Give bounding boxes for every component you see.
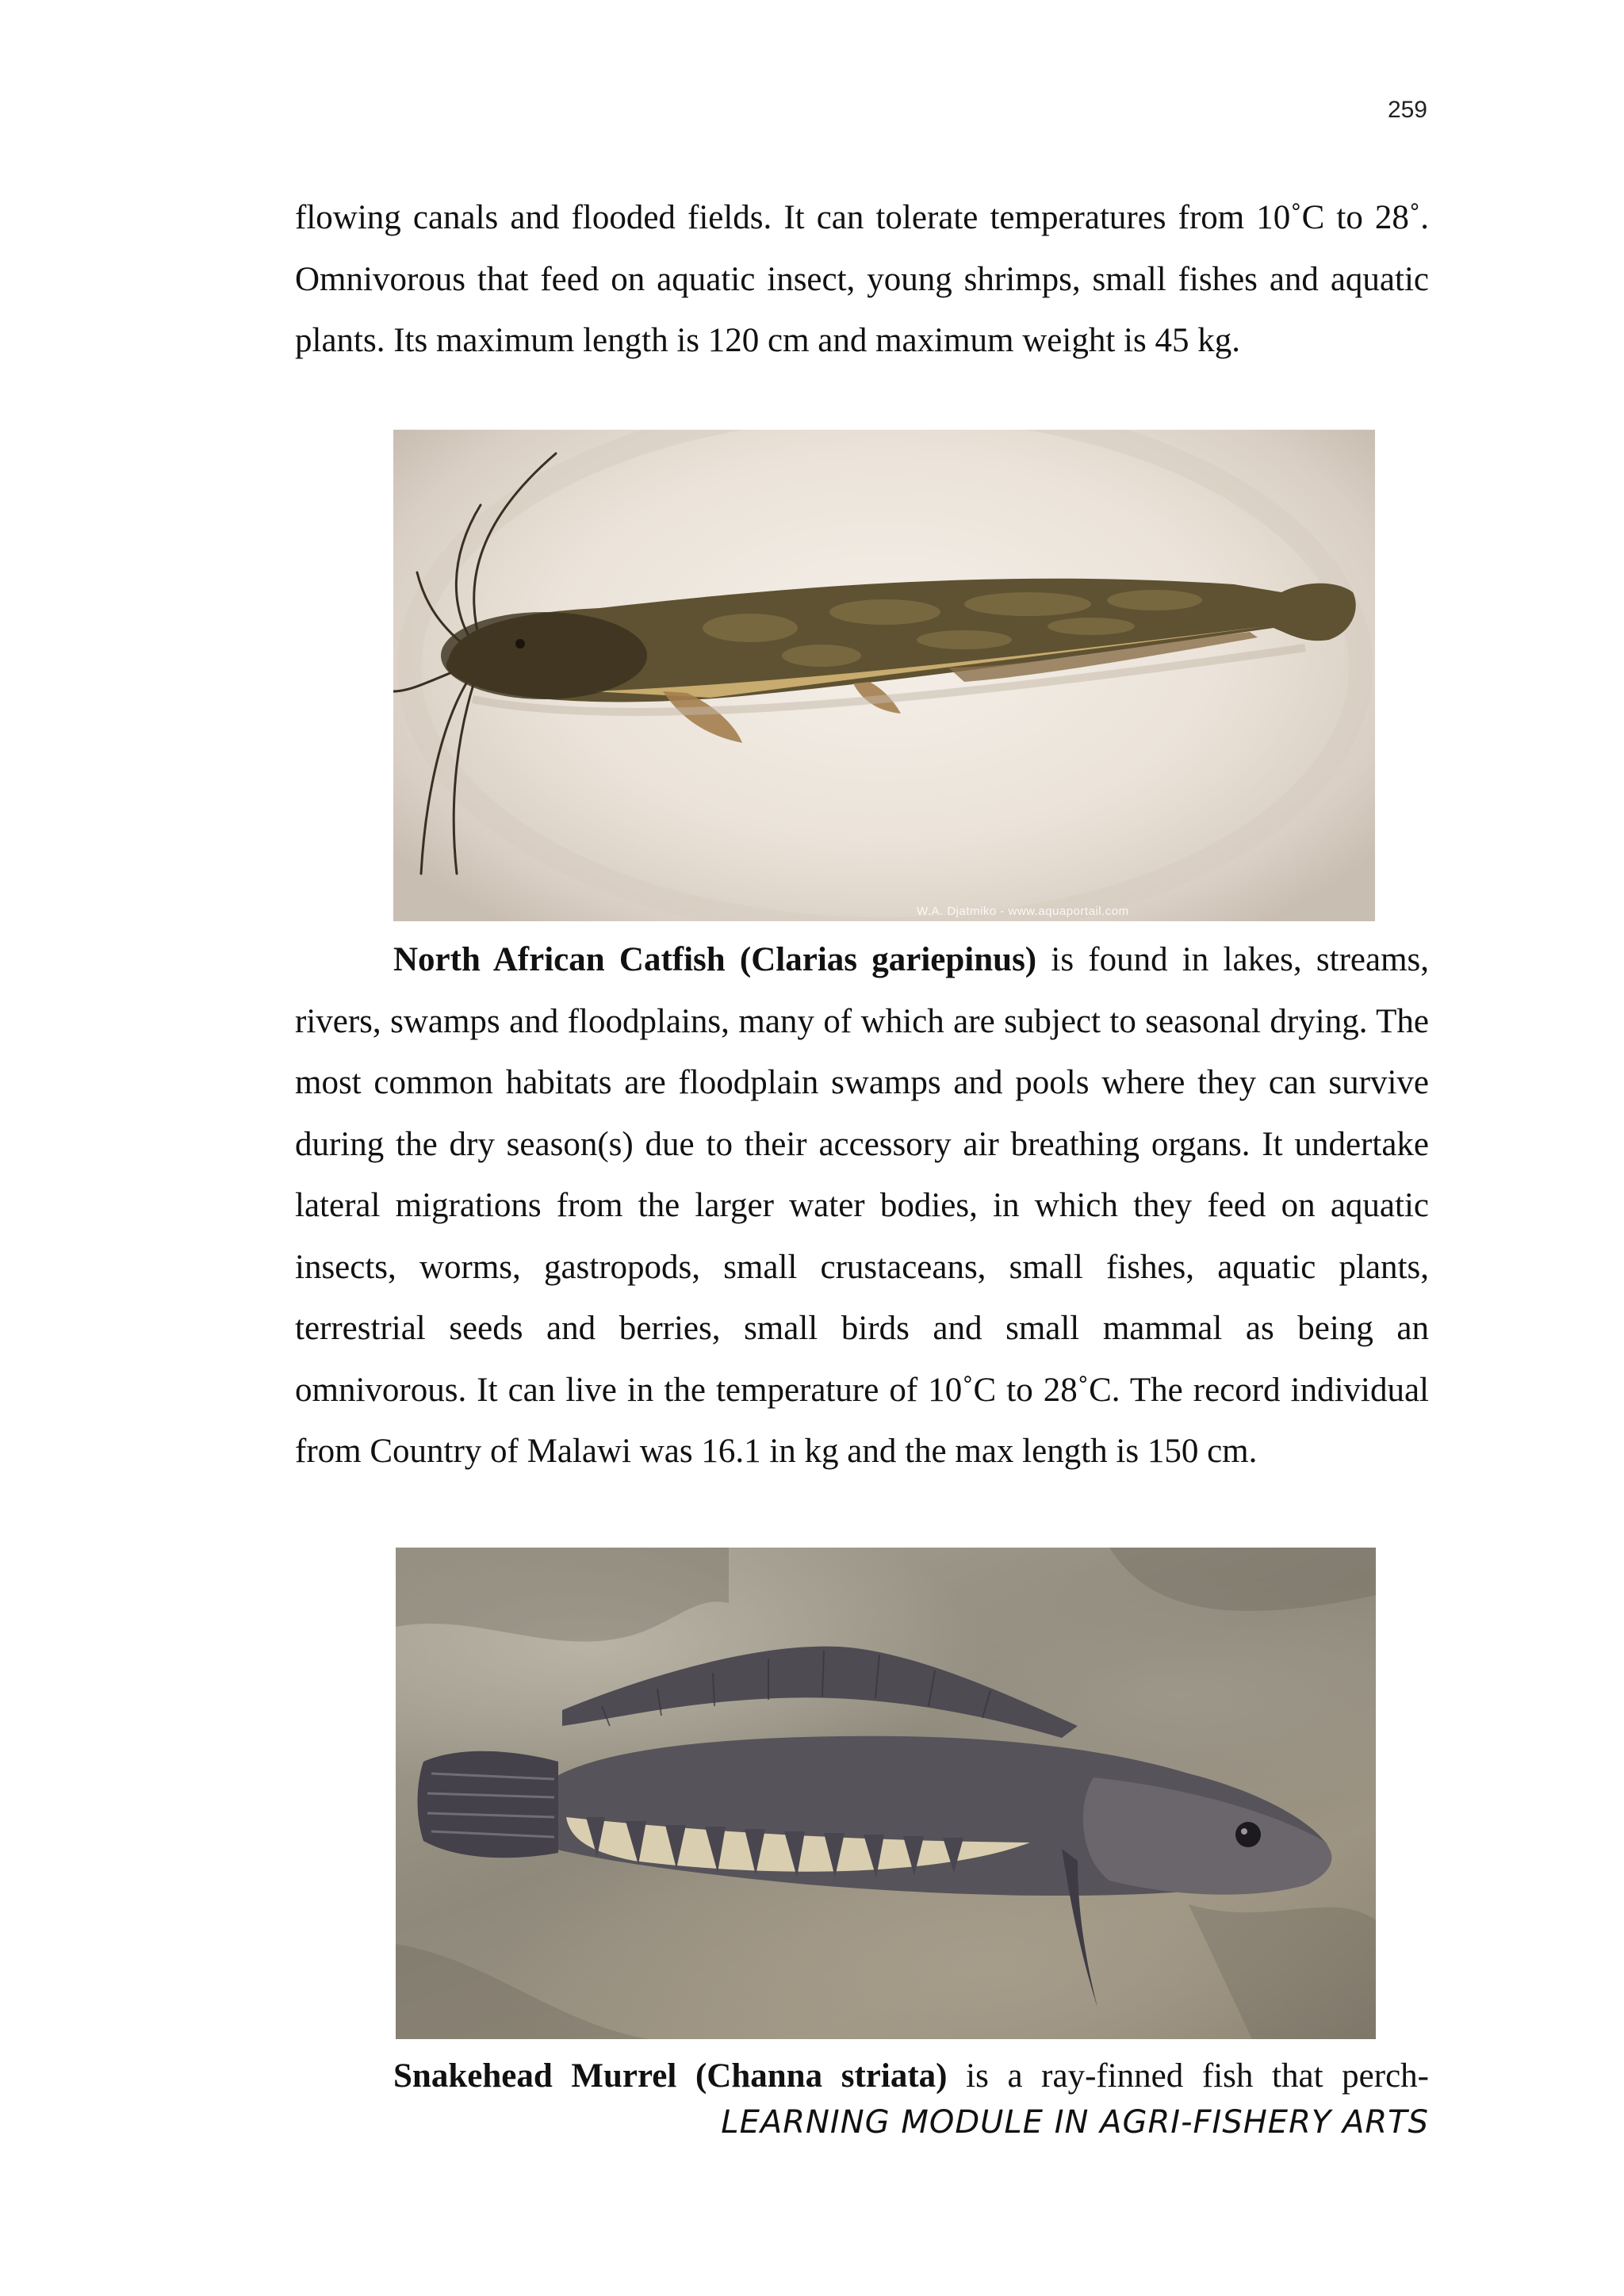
snakehead-species-title: Snakehead Murrel (Channa striata) bbox=[393, 2057, 948, 2095]
snakehead-description: is a ray-finned fish that perch- bbox=[947, 2057, 1429, 2095]
catfish-illustration bbox=[393, 430, 1375, 921]
paragraph-intro bbox=[295, 187, 1429, 372]
snakehead-paragraph bbox=[295, 2045, 1429, 2107]
page-number: 259 bbox=[1387, 97, 1427, 123]
intro-text: flowing canals and flooded fields. It can tolerate temperatures from 10˚C to 28˚. Omnivorous that feed on aquatic insect, young shrimps, small fishes and aquatic plants. Its maximum length is 120 cm and maximum weight is 45 kg. bbox=[295, 199, 1429, 359]
photo-watermark: W.A. Djatmiko - www.aquaportail.com bbox=[917, 905, 1129, 918]
catfish-species-title: North African Catfish (Clarias gariepinus) bbox=[393, 941, 1037, 978]
catfish-description: is found in lakes, streams, rivers, swamps and floodplains, many of which are subject to seasonal drying. The most common habitats are floodplain swamps and pools where they can survive during the dry season(s) due to their accessory air breathing organs. It undertake lateral migrations from the larger water bodies, in which they feed on aquatic insects, worms, gastropods, small crustaceans, small fishes, aquatic plants, terrestrial seeds and berries, small birds and small mammal as being an omnivorous. It can live in the temperature of 10˚C to 28˚C. The record individual from Country of Malawi was 16.1 in kg and the max length is 150 cm. bbox=[295, 941, 1429, 1470]
snakehead-illustration bbox=[396, 1548, 1376, 2039]
paragraph-catfish bbox=[295, 929, 1429, 1483]
catfish-photo bbox=[393, 430, 1375, 921]
snakehead-photo bbox=[396, 1548, 1376, 2039]
catfish-paragraph bbox=[295, 929, 1429, 1483]
paragraph-snakehead bbox=[295, 2045, 1429, 2107]
footer-module-title: LEARNING MODULE IN AGRI-FISHERY ARTS bbox=[721, 2104, 1429, 2141]
